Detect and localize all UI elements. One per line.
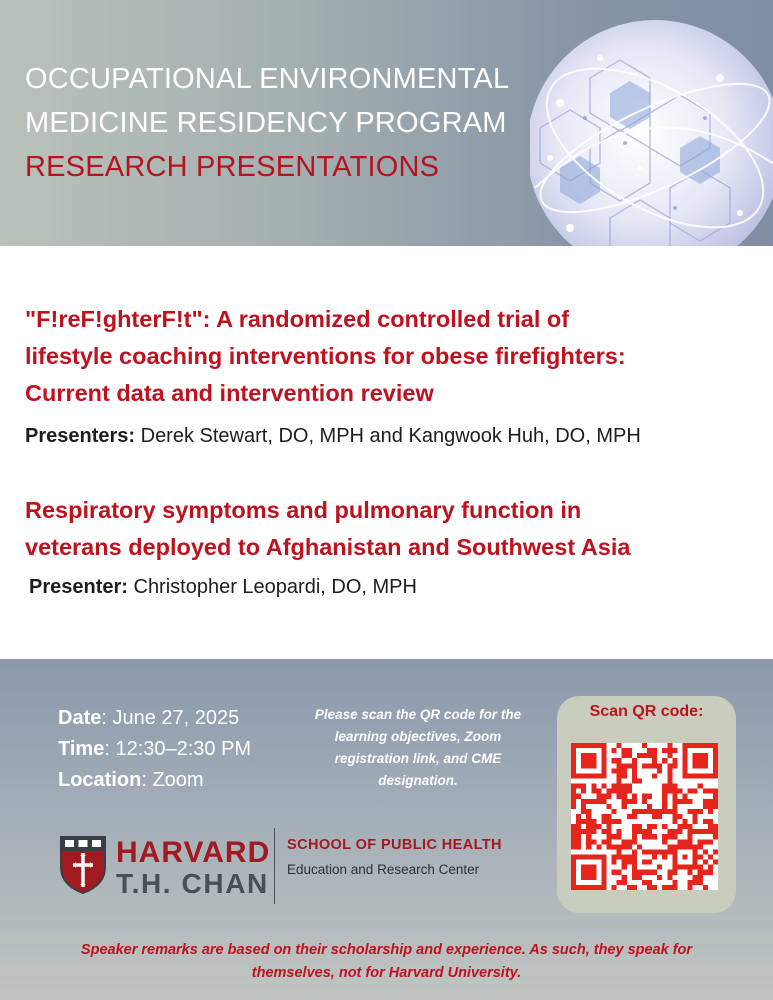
- scan-note-line: registration link, and CME: [334, 751, 502, 766]
- talk-1-title-line: Current data and intervention review: [25, 380, 434, 406]
- talk-2-title-line: Respiratory symptoms and pulmonary function in: [25, 497, 582, 523]
- presenter-label: Presenter:: [29, 576, 128, 598]
- disclaimer: [20, 939, 753, 985]
- talk-1-presenters: [25, 425, 641, 448]
- date-label: Date: [58, 707, 102, 729]
- talk-1-title-line: "F!reF!ghterF!t": A randomized controlled trial of: [25, 306, 570, 332]
- presenters-label: Presenters:: [25, 425, 136, 447]
- center-name: Education and Research Center: [287, 862, 480, 877]
- scan-note-line: learning objectives, Zoom: [334, 729, 502, 744]
- talk-1-title-line: lifestyle coaching interventions for obese firefighters:: [25, 343, 626, 369]
- event-time: [58, 738, 251, 761]
- presenter-name: Christopher Leopardi, DO, MPH: [127, 576, 417, 598]
- event-location: [58, 769, 204, 792]
- globe-network-graphic: [530, 18, 773, 246]
- date-value: : June 27, 2025: [101, 707, 240, 729]
- location-value: : Zoom: [141, 769, 204, 791]
- header-line-3: RESEARCH PRESENTATIONS: [25, 151, 440, 183]
- qr-label: Scan QR code:: [589, 703, 704, 720]
- logo-harvard: HARVARD: [116, 836, 271, 869]
- talk-1-title: [25, 301, 745, 412]
- location-label: Location: [58, 769, 142, 791]
- harvard-shield-icon: [59, 835, 107, 895]
- header-line-1: OCCUPATIONAL ENVIRONMENTAL: [25, 63, 510, 95]
- school-name: SCHOOL OF PUBLIC HEALTH: [287, 837, 502, 853]
- scan-instructions: [293, 704, 543, 792]
- scan-note-line: Please scan the QR code for the: [314, 707, 522, 722]
- talk-2-title-line: veterans deployed to Afghanistan and Southwest Asia: [25, 534, 631, 560]
- event-date: [58, 707, 239, 730]
- logo-divider: [274, 828, 275, 904]
- disclaimer-line: Speaker remarks are based on their scholarship and experience. As such, they speak for: [80, 942, 693, 958]
- qr-code[interactable]: [571, 743, 718, 890]
- talk-2-title: [25, 492, 745, 566]
- talk-2-presenter: [29, 576, 417, 599]
- time-value: : 12:30–2:30 PM: [104, 738, 252, 760]
- header-line-2: MEDICINE RESIDENCY PROGRAM: [25, 107, 507, 139]
- qr-code-graphic[interactable]: [571, 743, 718, 890]
- disclaimer-line: themselves, not for Harvard University.: [251, 965, 522, 981]
- presenters-names: Derek Stewart, DO, MPH and Kangwook Huh, DO, MPH: [135, 425, 641, 447]
- time-label: Time: [58, 738, 105, 760]
- header-banner: [0, 0, 773, 246]
- logo-th-chan: T.H. CHAN: [116, 868, 269, 899]
- scan-note-line: designation.: [378, 773, 458, 788]
